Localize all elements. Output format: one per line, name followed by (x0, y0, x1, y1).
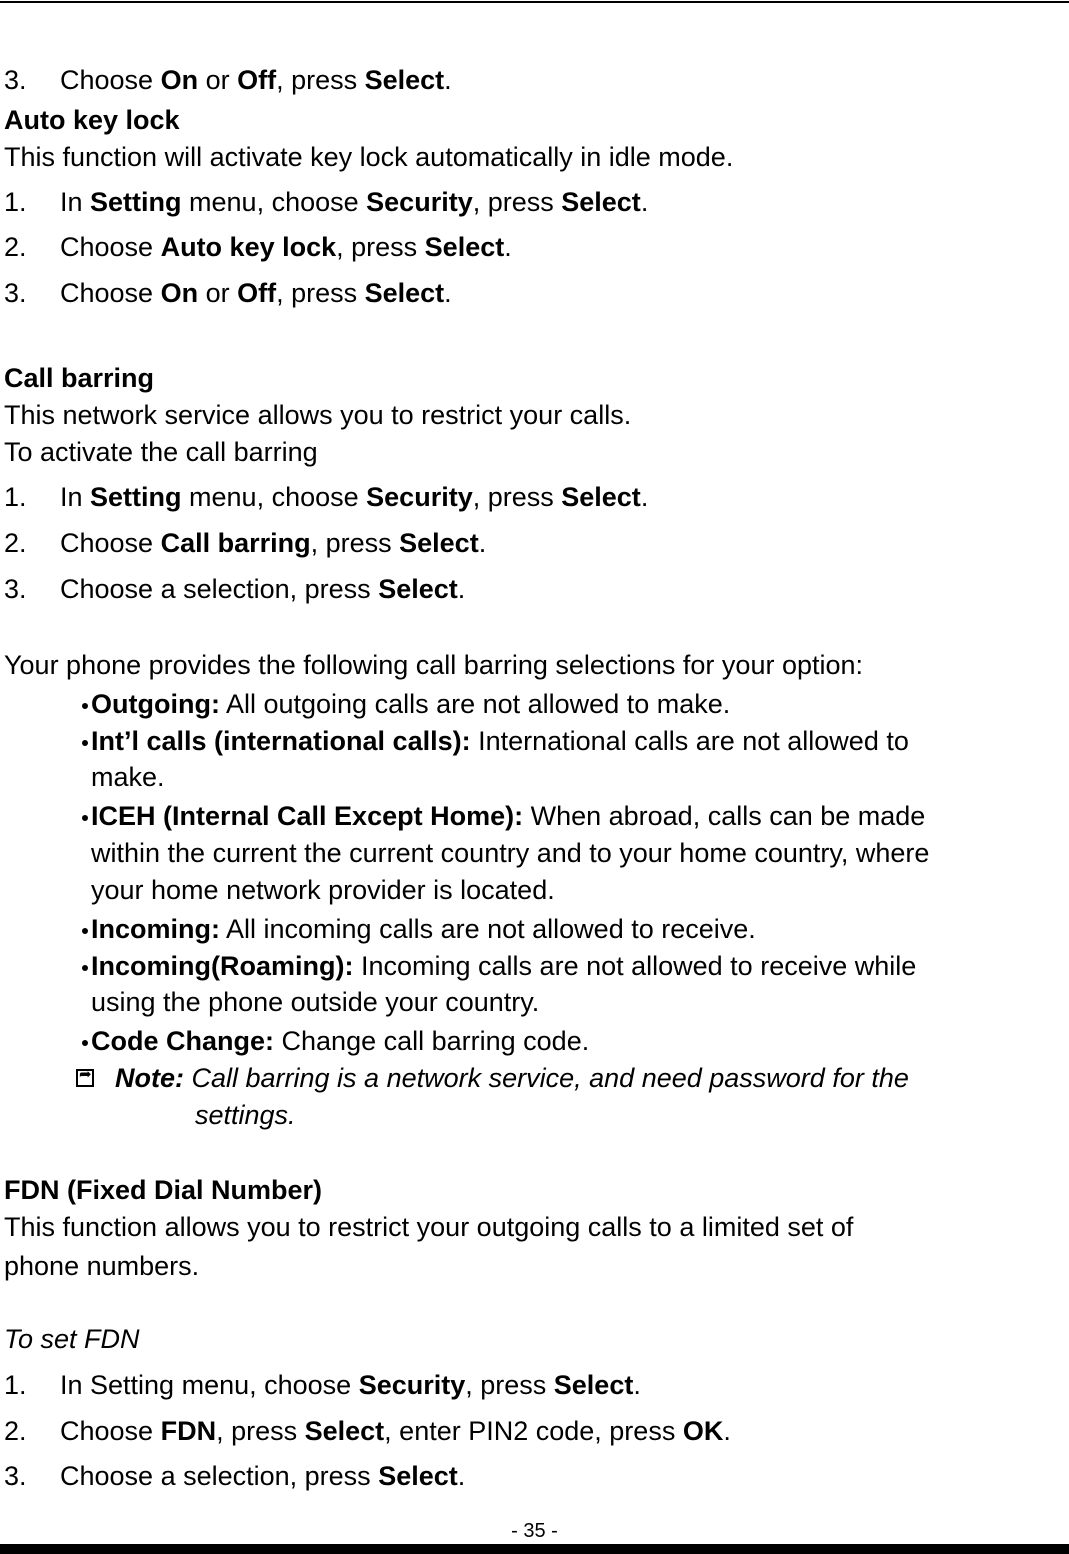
text-run: or (198, 278, 238, 308)
text-line (4, 1211, 853, 1243)
text-run: phone numbers. (4, 1251, 200, 1281)
text-run: , press (472, 187, 562, 217)
text-line (60, 231, 512, 263)
bullet-icon (82, 1040, 88, 1046)
text-run: Choose a selection, press (60, 1461, 379, 1491)
emphasis-text: Incoming(Roaming): (91, 951, 354, 981)
text-run: . (457, 1461, 466, 1491)
emphasis-text: settings. (195, 1100, 296, 1130)
text-run: . (633, 1370, 641, 1400)
list-number: 1. (4, 187, 27, 217)
text-line (60, 64, 452, 96)
emphasis-text: To set FDN (4, 1324, 140, 1354)
text-line (60, 1369, 641, 1401)
text-run: This function will activate key lock automatically in idle mode. (4, 142, 734, 172)
emphasis-text: ICEH (Internal Call Except Home): (91, 801, 524, 831)
emphasis-text: Call barring (4, 363, 155, 393)
section-heading (4, 104, 180, 136)
text-line (4, 649, 863, 681)
emphasis-text: Select (424, 232, 505, 262)
list-number: 3. (4, 65, 27, 95)
bullet-icon (82, 740, 88, 746)
emphasis-text: Select (399, 528, 479, 558)
emphasis-text: FDN (Fixed Dial Number) (4, 1175, 323, 1205)
text-line (91, 1025, 589, 1057)
emphasis-text: On (160, 65, 199, 95)
text-line (91, 837, 929, 869)
list-number: 1. (4, 1370, 27, 1400)
text-run: , enter PIN2 code, press (384, 1416, 683, 1446)
text-run: In (60, 482, 91, 512)
bullet-icon (82, 703, 88, 709)
text-line (60, 573, 465, 605)
text-run: , press (336, 232, 425, 262)
bullet-icon (82, 928, 88, 934)
text-line (91, 986, 539, 1018)
text-run: , press (216, 1416, 305, 1446)
text-run: . (640, 187, 649, 217)
bullet-icon (82, 965, 88, 971)
emphasis-text: Off (237, 65, 277, 95)
text-run: . (457, 574, 466, 604)
text-run: This network service allows you to restrict your calls. (4, 400, 632, 430)
text-run: your home network provider is located. (91, 875, 555, 905)
text-line (91, 688, 730, 720)
text-run: When abroad, calls can be made (523, 801, 926, 831)
text-line (60, 481, 648, 513)
emphasis-text: Select (304, 1416, 385, 1446)
list-number: 3. (4, 574, 27, 604)
text-line (91, 913, 756, 945)
bottom-rule (0, 1544, 1069, 1554)
emphasis-text: OK (682, 1416, 724, 1446)
text-line (60, 277, 452, 309)
text-run: In (60, 187, 91, 217)
emphasis-text: Select (561, 482, 641, 512)
text-run: Choose (60, 1416, 161, 1446)
emphasis-text: Select (378, 1461, 458, 1491)
text-run: . (640, 482, 649, 512)
text-line (60, 186, 648, 218)
emphasis-text: Outgoing: (91, 689, 220, 719)
note-text (195, 1099, 296, 1131)
list-number: 2. (4, 232, 27, 262)
text-line (91, 874, 555, 906)
text-line (91, 950, 916, 982)
text-run: . (444, 65, 452, 95)
text-run: Choose a selection, press (60, 574, 379, 604)
note-text (115, 1062, 909, 1094)
text-run: To activate the call barring (4, 437, 318, 467)
text-run: International calls are not allowed to (470, 726, 909, 756)
text-run: Choose (60, 278, 161, 308)
page-number: - 35 - (511, 1520, 558, 1542)
list-number: 3. (4, 278, 27, 308)
emphasis-text: Int’l calls (international calls): (91, 726, 471, 756)
emphasis-text: Auto key lock (4, 105, 180, 135)
text-run: This function allows you to restrict your outgoing calls to a limited set of (4, 1212, 854, 1242)
emphasis-text: On (160, 278, 199, 308)
text-line (4, 436, 318, 468)
list-number: 1. (4, 482, 27, 512)
text-line (91, 800, 925, 832)
text-run: Choose (60, 65, 161, 95)
section-heading (4, 362, 154, 394)
text-line (91, 725, 909, 757)
text-run: Incoming calls are not allowed to receive while (353, 951, 917, 981)
bullet-icon (82, 815, 88, 821)
emphasis-text: Security (366, 187, 473, 217)
emphasis-text: Security (358, 1370, 466, 1400)
text-run: Change call barring code. (274, 1026, 590, 1056)
emphasis-text: Call barring (160, 528, 311, 558)
text-line (60, 527, 486, 559)
list-number: 3. (4, 1461, 27, 1491)
text-line (60, 1415, 731, 1447)
text-run: , press (276, 278, 365, 308)
emphasis-text: Select (364, 278, 445, 308)
text-run: make. (91, 762, 165, 792)
emphasis-text: Code Change: (91, 1026, 275, 1056)
text-run: . (478, 528, 487, 558)
text-run: Your phone provides the following call barring selections for your option: (4, 650, 864, 680)
text-run: , press (276, 65, 365, 95)
emphasis-text: Setting (90, 482, 182, 512)
text-line (4, 1250, 199, 1282)
text-run: All outgoing calls are not allowed to make. (219, 689, 731, 719)
emphasis-text: Select (378, 574, 458, 604)
text-run: . (444, 278, 452, 308)
text-run: . (504, 232, 512, 262)
text-run: menu, choose (181, 482, 367, 512)
emphasis-text: Select (553, 1370, 634, 1400)
text-run: Choose (60, 528, 161, 558)
list-number: 2. (4, 528, 27, 558)
text-run: or (198, 65, 238, 95)
text-run: menu, choose (181, 187, 367, 217)
text-line (4, 1323, 140, 1355)
list-number: 2. (4, 1416, 27, 1446)
emphasis-text: Security (366, 482, 473, 512)
section-heading (4, 1174, 322, 1206)
text-run: . (723, 1416, 731, 1446)
emphasis-text: Off (237, 278, 277, 308)
emphasis-text: FDN (160, 1416, 217, 1446)
text-run: within the current the current country and to your home country, where (91, 838, 930, 868)
note-icon (76, 1069, 94, 1087)
text-run: using the phone outside your country. (91, 987, 540, 1017)
emphasis-text: Call barring is a network service, and need password for the (184, 1063, 909, 1093)
text-line (4, 399, 631, 431)
emphasis-text: Setting (90, 187, 182, 217)
emphasis-text: Auto key lock (160, 232, 337, 262)
text-line (91, 761, 165, 793)
emphasis-text: Incoming: (91, 914, 220, 944)
text-run: , press (310, 528, 400, 558)
text-run: Choose (60, 232, 161, 262)
text-run: , press (465, 1370, 554, 1400)
text-run: In Setting menu, choose (60, 1370, 359, 1400)
text-line (4, 141, 733, 173)
emphasis-text: Select (364, 65, 445, 95)
text-run: , press (472, 482, 562, 512)
emphasis-text: Select (561, 187, 641, 217)
emphasis-text: Note: (115, 1063, 184, 1093)
text-run: All incoming calls are not allowed to receive. (220, 914, 756, 944)
top-rule (0, 1, 1069, 3)
text-line (60, 1460, 465, 1492)
